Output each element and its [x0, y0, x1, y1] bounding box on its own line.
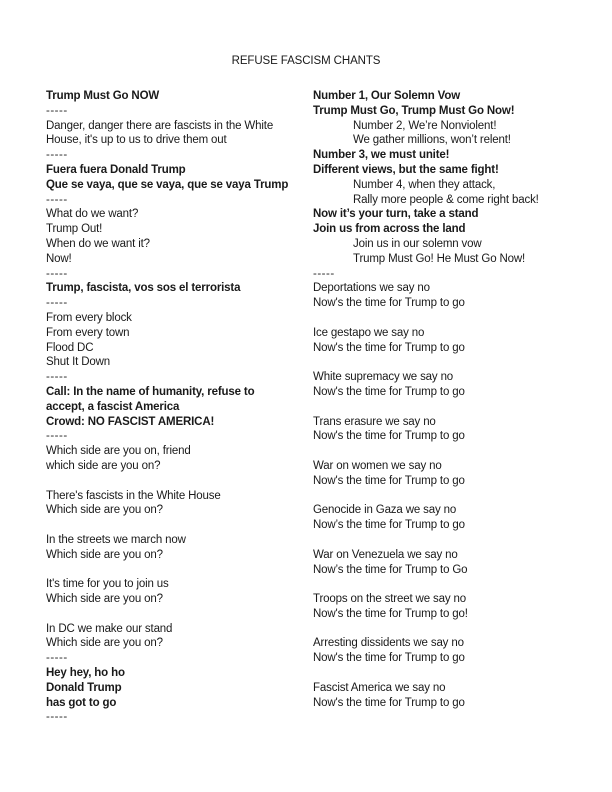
stanza-separator: -----	[313, 267, 335, 280]
stanza-separator: -----	[46, 297, 68, 310]
chant-line: Join us from across the land	[313, 223, 466, 236]
blank-line	[313, 400, 575, 415]
stanza-separator: -----	[46, 149, 68, 162]
chant-line: Trump Must Go NOW	[46, 90, 160, 102]
chant-line: accept, a fascist America	[46, 400, 180, 413]
chant-line: Now's the time for Trump to go	[313, 341, 465, 354]
blank-line	[313, 311, 575, 326]
chant-line: Number 4, when they attack,	[353, 178, 496, 191]
stanza-separator: -----	[46, 711, 68, 724]
chant-line: In DC we make our stand	[46, 622, 173, 635]
blank-line	[46, 607, 312, 622]
blank-line	[313, 444, 575, 459]
chant-line: Shut It Down	[46, 356, 111, 369]
blank-line	[46, 474, 312, 489]
chant-line: Join us in our solemn vow	[353, 237, 482, 250]
chant-line: Trump Must Go, Trump Must Go Now!	[313, 104, 515, 117]
blank-line	[313, 622, 575, 637]
blank-line	[313, 533, 575, 548]
chant-line: Now!	[46, 252, 72, 265]
blank-line	[46, 518, 312, 533]
chant-line: In the streets we march now	[46, 533, 186, 546]
chant-line: White supremacy we say no	[313, 371, 454, 384]
blank-line	[46, 563, 312, 578]
chant-line: What do we want?	[46, 208, 139, 221]
chant-line: War on women we say no	[313, 459, 442, 472]
blank-line	[313, 577, 575, 592]
right-column	[313, 89, 575, 710]
chant-line: Now it’s your turn, take a stand	[313, 208, 479, 221]
chant-line: Ice gestapo we say no	[313, 326, 425, 339]
chant-line: Now's the time for Trump to go	[313, 474, 465, 487]
blank-line	[313, 355, 575, 370]
chant-line: which side are you on?	[46, 459, 161, 472]
chant-line: Genocide in Gaza we say no	[313, 504, 457, 517]
chant-line: Different views, but the same fight!	[313, 163, 499, 176]
stanza-separator: -----	[46, 430, 68, 443]
stanza-separator: -----	[46, 193, 68, 206]
chant-line: Now's the time for Trump to go	[313, 696, 465, 709]
chant-line: Fascist America we say no	[313, 681, 446, 694]
chant-line: From every town	[46, 326, 130, 339]
chant-line: When do we want it?	[46, 237, 150, 250]
chant-line: Now's the time for Trump to go!	[313, 607, 468, 620]
chant-line: Call: In the name of humanity, refuse to	[46, 385, 255, 398]
chant-line: Which side are you on?	[46, 637, 163, 650]
page-title: REFUSE FASCISM CHANTS	[231, 55, 381, 67]
chant-line: Flood DC	[46, 341, 94, 354]
chant-line: There's fascists in the White House	[46, 489, 221, 502]
chant-line: Now's the time for Trump to go	[313, 385, 465, 398]
chant-line: Trump, fascista, vos sos el terrorista	[46, 282, 241, 295]
chant-line: Que se vaya, que se vaya, que se vaya Trump	[46, 178, 289, 191]
chant-line: Which side are you on?	[46, 593, 163, 606]
chant-line: Rally more people & come right back!	[353, 193, 539, 206]
chant-line: Deportations we say no	[313, 282, 430, 295]
chant-line: Now’s the time for Trump to Go	[313, 563, 468, 576]
chant-line: Troops on the street we say no	[313, 593, 466, 606]
chant-line: It's time for you to join us	[46, 578, 169, 591]
chant-line: House, it's up to us to drive them out	[46, 134, 227, 147]
stanza-separator: -----	[46, 104, 68, 117]
blank-line	[313, 489, 575, 504]
left-column	[46, 89, 312, 725]
chant-line: Donald Trump	[46, 681, 122, 694]
chant-line: Trans erasure we say no	[313, 415, 436, 428]
stanza-separator: -----	[46, 652, 68, 665]
chant-line: Number 2, We’re Nonviolent!	[353, 119, 497, 132]
chant-line: From every block	[46, 311, 132, 324]
stanza-separator: -----	[46, 267, 68, 280]
chant-line: Now's the time for Trump to go	[313, 652, 465, 665]
blank-line	[313, 666, 575, 681]
chant-line: Trump Out!	[46, 223, 103, 236]
chant-line: Trump Must Go! He Must Go Now!	[353, 252, 526, 265]
chant-line: Danger, danger there are fascists in the White	[46, 119, 274, 132]
chant-line: Crowd: NO FASCIST AMERICA!	[46, 415, 215, 428]
chant-line: Number 3, we must unite!	[313, 149, 450, 162]
chant-line: Which side are you on?	[46, 548, 163, 561]
chant-line: Hey hey, ho ho	[46, 667, 125, 680]
chant-line: We gather millions, won’t relent!	[353, 134, 511, 147]
chant-line: Which side are you on?	[46, 504, 163, 517]
chant-line: Now's the time for Trump to go	[313, 297, 465, 310]
chant-line: Number 1, Our Solemn Vow	[313, 90, 460, 102]
stanza-separator: -----	[46, 371, 68, 384]
chant-line: War on Venezuela we say no	[313, 548, 458, 561]
chant-line: Which side are you on, friend	[46, 445, 191, 458]
chant-line: Arresting dissidents we say no	[313, 637, 464, 650]
chant-line: Now's the time for Trump to go	[313, 430, 465, 443]
chant-line: has got to go	[46, 696, 117, 709]
chant-line: Fuera fuera Donald Trump	[46, 163, 186, 176]
chant-line: Now’s the time for Trump to go	[313, 519, 465, 532]
